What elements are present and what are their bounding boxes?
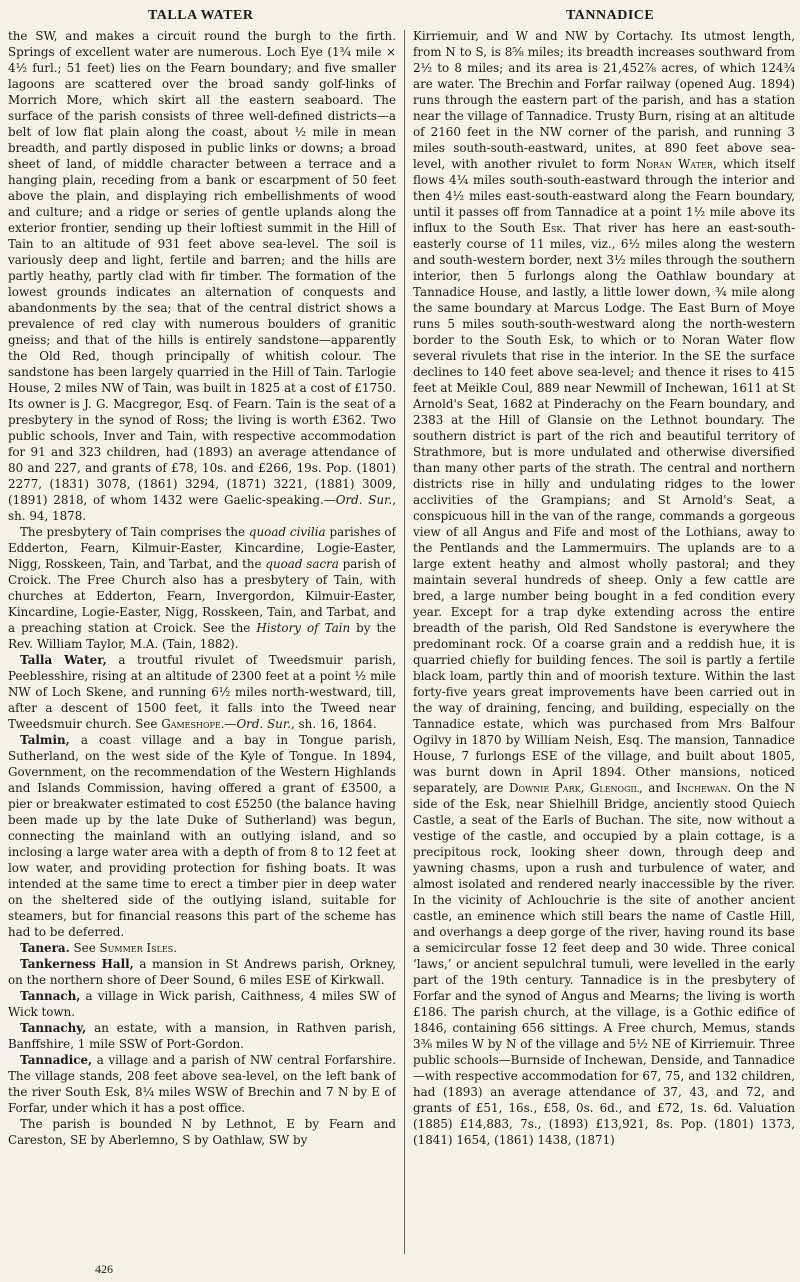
text-span: The parish is bounded N by Lethnot, E by Fearn and Careston, SE by Aberlemno, S by Oathlaw, SW by: [8, 1117, 396, 1147]
text-span: a village in Wick parish, Caithness, 4 miles SW of Wick town.: [8, 989, 396, 1019]
text-span: See: [69, 941, 100, 955]
text-span: a coast village and a bay in Tongue parish, Sutherland, on the west side of the Kyle of Tongue. In 1894, Government, on the recommendation of the Western Highlands and Islands Commission, having offered a grant of £3500, a pier or breakwater estimated to cost £5250 (the balance having been made up by the late Duke of Sutherland) was begun, connecting the mainland with an outlying island, and so inclosing a large water area with a depth of from 8 to 12 feet at low water, and providing protection for fishing boats. It was intended at the same time to erect a timber pier in deep water on the sheltered side of the outlying island, suitable for steamers, but for financial reasons this part of the scheme has had to be deferred.: [8, 733, 396, 939]
text-span: the SW, and makes a circuit round the burgh to the firth. Springs of excellent water are numerous. Loch Eye (1¾ mile × 4½ furl.; 51 feet) lies on the Fearn boundary; and five smaller lagoons are scattered over the broad sandy golf-links of Morrich More, which skirt all the eastern seaboard. The surface of the parish consists of three well-defined districts—a belt of low flat plain along the coast, about ½ mile in mean breadth, and partly disposed in public links or downs; a broad sheet of land, of middle character between a terrace and a hanging plain, receding from a bank or escarpment of 50 feet above the plain, and displaying rich embellishments of wood and culture; and a ridge or series of gentle uplands along the exterior frontier, sending up their loftiest summit in the Hill of Tain to an altitude of 931 feet above sea-level. The soil is variously deep and light, fertile and barren; and the hills are partly heathy, partly clad with fir timber. The formation of the lowest grounds indicates an alternation of conquests and abandonments by the sea; that of the central district shows a prevalence of red clay with numerous boulders of granitic gneiss; and that of the hills is entirely sandstone—apparently the Old Red, though principally of whitish colour. The sandstone has been largely quarried in the Hill of Tain. Tarlogie House, 2 miles NW of Tain, was built in 1825 at a cost of £1750. Its owner is J. G. Macgregor, Esq. of Fearn. Tain is the seat of a presbytery in the synod of Ross; the living is worth £362. Two public schools, Inver and Tain, with respective accommodation for 91 and 323 children, had (1893) an average attendance of 80 and 227, and grants of £78, 10s. and £266, 19s. Pop. (1801) 2277, (1831) 3078, (1861) 3294, (1871) 3221, (1881) 3009, (1891) 2818, of whom 1432 were Gaelic-speaking.—: [8, 29, 396, 507]
entry-heading: Tannadice,: [20, 1053, 93, 1067]
left-column: [8, 28, 396, 1264]
entry-tankerness-hall: [8, 956, 396, 988]
entry-tanera: [8, 940, 396, 956]
text-span: . On the N side of the Esk, near Shielhill Bridge, anciently stood Quiech Castle, a seat of the Earls of Buchan. The site, now without a vestige of the castle, and occupied by a plain cottage, is a precipitous rock, looking sheer down, through deep and yawning chasms, upon a rush and turbulence of water, and almost isolated and rendered nearly inaccessible by the river. In the vicinity of Achlouchrie is the site of another ancient castle, an eminence which still bears the name of Castle Hill, and overhangs a deep gorge of the river, having round its base a semicircular fosse 12 feet deep and 30 wide. Three conical ‘laws,’ or ancient sepulchral tumuli, were levelled in the early part of the 19th century. Tannadice is in the presbytery of Forfar and the synod of Angus and Mearns; the living is worth £186. The parish church, at the village, is a Gothic edifice of 1846, containing 656 sittings. A Free church, Memus, stands 3⅜ miles W by N of the village and 5½ NE of Kirriemuir. Three public schools—Burnside of Inchewan, Denside, and Tannadice—with respective accommodation for 67, 75, and 132 children, had (1893) an average attendance of 37, 43, and 72, and grants of £51, 16s., £58, 0s. 6d., and £72, 1s. 6d. Valuation (1885) £14,883, 7s., (1893) £13,921, 8s. Pop. (1801) 1373, (1841) 1654, (1861) 1438, (1871): [413, 781, 795, 1147]
text-span: , sh. 94, 1878.: [8, 493, 396, 523]
book-title: History of Tain: [256, 621, 351, 635]
text-span: , sh. 16, 1864.: [291, 717, 377, 731]
header-right-title: TANNADICE: [566, 8, 655, 23]
entry-heading: Tannach,: [20, 989, 81, 1003]
cross-reference: Summer Isles: [99, 941, 174, 955]
text-span: a mansion in St Andrews parish, Orkney, on the northern shore of Deer Sound, 6 miles ESE of Kirkwall.: [8, 957, 396, 987]
text-span: ,: [580, 781, 590, 795]
text-span: .: [173, 941, 178, 955]
text-span: a troutful rivulet of Tweedsmuir parish, Peeblesshire, rising at an altitude of 2300 feet at a point ½ mile NW of Loch Skene, and running 6½ miles north-westward, till, after a descent of 1500 feet, it falls into the Tweed near Tweedsmuir church. See: [8, 653, 396, 731]
entry-heading: Talmin,: [20, 733, 70, 747]
text-span: , which itself flows 4¼ miles south-south-eastward through the interior and then 4½ miles east-south-eastward along the Fearn boundary, until it passes off from Tannadice at a point 1½ mile above its influx to the South: [413, 157, 795, 235]
cross-reference: Gameshope: [161, 717, 221, 731]
entry-tannach: [8, 988, 396, 1020]
entry-talla-water: [8, 652, 396, 732]
entry-tannadice: [8, 1052, 396, 1116]
entry-tannachy: [8, 1020, 396, 1052]
ordnance-ref: Ord. Sur.: [335, 493, 393, 507]
cross-reference: Downie Park: [508, 781, 581, 795]
entry-talmin: [8, 732, 396, 940]
tannadice-parish-paragraph: [8, 1116, 396, 1148]
ordnance-ref: Ord. Sur.: [236, 717, 292, 731]
text-span: parishes of Edderton, Fearn, Kilmuir-Easter, Kincardine, Logie-Easter, Nigg, Rosskeen, Tain, and Tarbat, and the: [8, 525, 396, 571]
cross-reference: Noran Water: [636, 157, 713, 171]
cross-reference: Glenogil: [589, 781, 639, 795]
tain-continuation-paragraph: [8, 28, 396, 524]
text-span: , and: [638, 781, 677, 795]
page-number: 426: [95, 1262, 113, 1276]
text-span: .—: [220, 717, 237, 731]
entry-heading: Tankerness Hall,: [20, 957, 134, 971]
column-divider: [404, 30, 405, 1254]
latin-term: quoad sacra: [265, 557, 339, 571]
tannadice-continuation-paragraph: [413, 28, 795, 1148]
text-span: The presbytery of Tain comprises the: [20, 525, 249, 539]
text-span: parish of Croick. The Free Church also has a presbytery of Tain, with churches at Edderton, Fearn, Invergordon, Kilmuir-Easter, Kincardine, Logie-Easter, Nigg, Rosskeen, Tain, and Tarbat, and a preaching station at Croick. See the: [8, 557, 396, 635]
header-left-title: TALLA WATER: [148, 8, 254, 23]
text-span: a village and a parish of NW central Forfarshire. The village stands, 208 feet above sea-level, on the left bank of the river South Esk, 8¼ miles WSW of Brechin and 7 N by E of Forfar, under which it has a post office.: [8, 1053, 396, 1115]
text-span: . That river has here an east-south-easterly course of 11 miles, viz., 6½ miles along the western and south-western border, next 3½ miles through the southern interior, then 5 furlongs along the Oathlaw boundary at Tannadice House, and lastly, a little lower down, ¾ mile along the same boundary at Marcus Lodge. The East Burn of Moye runs 5 miles south-south-westward along the north-western border to the South Esk, to which or to Noran Water flow several rivulets that rise in the interior. In the SE the surface declines to 140 feet above sea-level; and thence it rises to 415 feet at Meikle Coul, 889 near Newmill of Inchewan, 1611 at St Arnold's Seat, 1682 at Pinderachy on the Fearn boundary, and 2383 at the Hill of Glansie on the Lethnot boundary. The southern district is part of the rich and beautiful territory of Strathmore, but is more undulated and otherwise diversified than many other parts of the strath. The central and northern districts rise in hilly and undulating ridges to the lower acclivities of the Grampians; and St Arnold's Seat, a conspicuous hill in the van of the range, commands a gorgeous view of all Angus and Fife and most of the Lothians, away to the Pentlands and the Lammermuirs. The uplands are to a large extent heathy and almost wholly pastoral; and they maintain several hundreds of sheep. Only a few cattle are bred, a large number being bought in a fed condition every year. Except for a trap dyke extending across the entire breadth of the parish, Old Red Sandstone is everywhere the predominant rock. Of a coarse grain and a reddish hue, it is quarried chiefly for building fences. The soil is partly a fertile black loam, partly thin and of moorish texture. Within the last forty-five years great improvements have been carried out in the way of draining, fencing, and building, especially on the Tannadice estate, which was purchased from Mrs Balfour Ogilvy in 1870 by William Neish, Esq. The mansion, Tannadice House, 7 furlongs ESE of the village, and built about 1805, was burnt down in April 1894. Other mansions, noticed separately, are: [413, 221, 795, 795]
entry-heading: Tanera.: [20, 941, 70, 955]
text-span: Kirriemuir, and W and NW by Cortachy. Its utmost length, from N to S, is 8⅝ miles; its breadth increases southward from 2½ to 8 miles; and its area is 21,452⅞ acres, of which 124¾ are water. The Brechin and Forfar railway (opened Aug. 1894) runs through the eastern part of the parish, and has a station near the village of Tannadice. Trusty Burn, rising at an altitude of 2160 feet in the NW corner of the parish, and running 3 miles south-south-eastward, unites, at 890 feet above sea-level, with another rivulet to form: [413, 29, 795, 171]
right-column: [413, 28, 795, 1264]
cross-reference: Inchewan: [676, 781, 728, 795]
latin-term: quoad civilia: [248, 525, 326, 539]
running-header: [0, 8, 800, 30]
presbytery-paragraph: [8, 524, 396, 652]
text-span: an estate, with a mansion, in Rathven parish, Banffshire, 1 mile SSW of Port-Gordon.: [8, 1021, 396, 1051]
entry-heading: Talla Water,: [20, 653, 107, 667]
text-span: by the Rev. William Taylor, M.A. (Tain, 1882).: [8, 621, 396, 651]
cross-reference: Esk: [542, 221, 563, 235]
entry-heading: Tannachy,: [20, 1021, 87, 1035]
